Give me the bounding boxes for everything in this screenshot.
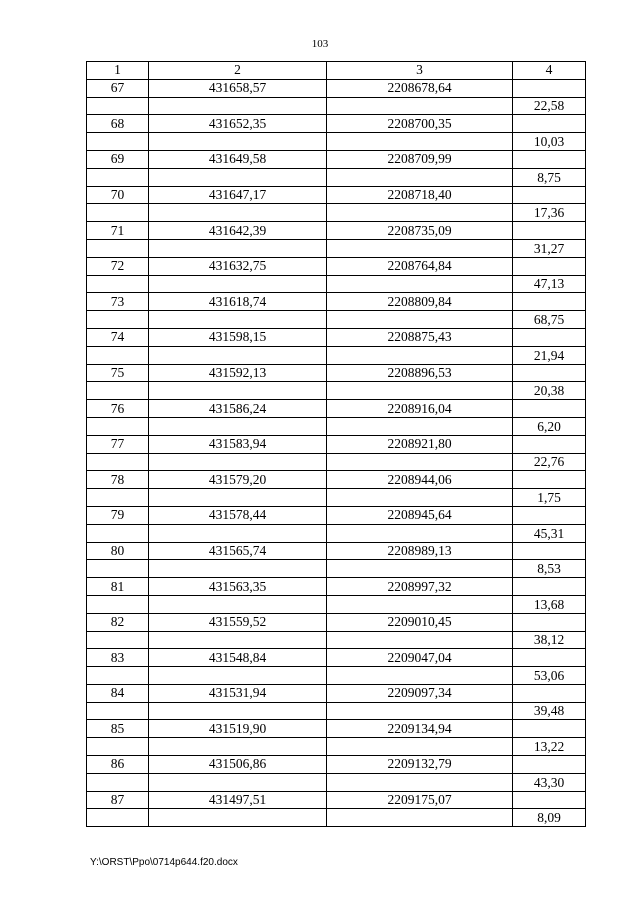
point-number-cell: 75 [87,364,149,382]
table-row [87,346,586,364]
table-row [87,489,586,507]
table-row [87,595,586,613]
table-row [87,311,586,329]
table-row [87,631,586,649]
empty-cell [87,239,149,257]
empty-cell [513,150,586,168]
empty-cell [87,560,149,578]
point-number-cell: 69 [87,150,149,168]
table-row [87,702,586,720]
empty-cell [149,417,327,435]
empty-cell [327,773,513,791]
distance-cell: 31,27 [513,239,586,257]
table-header-row [87,62,586,80]
y-coordinate-cell: 2208921,80 [327,435,513,453]
table-row [87,542,586,560]
empty-cell [149,204,327,222]
table-row [87,809,586,827]
table-row [87,293,586,311]
empty-cell [513,435,586,453]
x-coordinate-cell: 431579,20 [149,471,327,489]
point-number-cell: 77 [87,435,149,453]
distance-cell: 53,06 [513,667,586,685]
empty-cell [87,809,149,827]
empty-cell [513,293,586,311]
y-coordinate-cell: 2209010,45 [327,613,513,631]
empty-cell [513,649,586,667]
coordinates-table [86,61,586,827]
empty-cell [149,738,327,756]
empty-cell [327,595,513,613]
empty-cell [513,684,586,702]
table-row [87,257,586,275]
header-col-1: 1 [87,62,149,80]
empty-cell [149,560,327,578]
x-coordinate-cell: 431632,75 [149,257,327,275]
empty-cell [327,453,513,471]
table-row [87,506,586,524]
empty-cell [327,524,513,542]
empty-cell [513,400,586,418]
point-number-cell: 84 [87,684,149,702]
table-row [87,720,586,738]
point-number-cell: 72 [87,257,149,275]
empty-cell [149,275,327,293]
empty-cell [327,560,513,578]
table-row [87,435,586,453]
point-number-cell: 78 [87,471,149,489]
empty-cell [87,595,149,613]
y-coordinate-cell: 2208875,43 [327,328,513,346]
empty-cell [149,524,327,542]
point-number-cell: 81 [87,578,149,596]
file-path-footer: Y:\ORST\Ppo\0714p644.f20.docx [90,857,238,868]
empty-cell [87,667,149,685]
empty-cell [149,133,327,151]
point-number-cell: 87 [87,791,149,809]
distance-cell: 6,20 [513,417,586,435]
distance-cell: 45,31 [513,524,586,542]
x-coordinate-cell: 431583,94 [149,435,327,453]
empty-cell [513,791,586,809]
x-coordinate-cell: 431531,94 [149,684,327,702]
point-number-cell: 79 [87,506,149,524]
table-row [87,364,586,382]
x-coordinate-cell: 431559,52 [149,613,327,631]
table-row [87,773,586,791]
y-coordinate-cell: 2208945,64 [327,506,513,524]
table-row [87,471,586,489]
empty-cell [327,97,513,115]
y-coordinate-cell: 2209047,04 [327,649,513,667]
y-coordinate-cell: 2209134,94 [327,720,513,738]
table-row [87,186,586,204]
y-coordinate-cell: 2208989,13 [327,542,513,560]
table-row [87,97,586,115]
empty-cell [149,311,327,329]
empty-cell [327,417,513,435]
point-number-cell: 86 [87,756,149,774]
x-coordinate-cell: 431652,35 [149,115,327,133]
table-body [87,79,586,826]
empty-cell [513,328,586,346]
x-coordinate-cell: 431497,51 [149,791,327,809]
x-coordinate-cell: 431548,84 [149,649,327,667]
y-coordinate-cell: 2208764,84 [327,257,513,275]
y-coordinate-cell: 2209132,79 [327,756,513,774]
point-number-cell: 82 [87,613,149,631]
empty-cell [149,489,327,507]
table-row [87,79,586,97]
empty-cell [149,631,327,649]
table-row [87,417,586,435]
empty-cell [149,97,327,115]
distance-cell: 17,36 [513,204,586,222]
y-coordinate-cell: 2208735,09 [327,222,513,240]
x-coordinate-cell: 431658,57 [149,79,327,97]
empty-cell [87,311,149,329]
y-coordinate-cell: 2208809,84 [327,293,513,311]
empty-cell [87,275,149,293]
y-coordinate-cell: 2208997,32 [327,578,513,596]
empty-cell [327,738,513,756]
table-row [87,613,586,631]
empty-cell [513,186,586,204]
empty-cell [513,364,586,382]
empty-cell [149,667,327,685]
empty-cell [149,453,327,471]
distance-cell: 10,03 [513,133,586,151]
table-row [87,560,586,578]
table-row [87,328,586,346]
empty-cell [87,702,149,720]
empty-cell [513,578,586,596]
distance-cell: 22,76 [513,453,586,471]
empty-cell [149,239,327,257]
empty-cell [87,97,149,115]
empty-cell [513,222,586,240]
empty-cell [513,79,586,97]
table-row [87,150,586,168]
empty-cell [149,702,327,720]
empty-cell [513,720,586,738]
table-row [87,168,586,186]
empty-cell [513,506,586,524]
header-col-3: 3 [327,62,513,80]
empty-cell [87,204,149,222]
x-coordinate-cell: 431592,13 [149,364,327,382]
empty-cell [327,311,513,329]
empty-cell [327,382,513,400]
y-coordinate-cell: 2209175,07 [327,791,513,809]
table-row [87,667,586,685]
distance-cell: 13,22 [513,738,586,756]
table-row [87,453,586,471]
point-number-cell: 76 [87,400,149,418]
empty-cell [87,417,149,435]
empty-cell [513,257,586,275]
x-coordinate-cell: 431598,15 [149,328,327,346]
x-coordinate-cell: 431519,90 [149,720,327,738]
table-row [87,239,586,257]
y-coordinate-cell: 2208678,64 [327,79,513,97]
distance-cell: 38,12 [513,631,586,649]
empty-cell [87,631,149,649]
y-coordinate-cell: 2208709,99 [327,150,513,168]
empty-cell [327,133,513,151]
y-coordinate-cell: 2208896,53 [327,364,513,382]
empty-cell [513,471,586,489]
distance-cell: 1,75 [513,489,586,507]
table-row [87,382,586,400]
empty-cell [327,631,513,649]
empty-cell [327,239,513,257]
distance-cell: 22,58 [513,97,586,115]
y-coordinate-cell: 2208700,35 [327,115,513,133]
empty-cell [327,809,513,827]
empty-cell [149,595,327,613]
distance-cell: 43,30 [513,773,586,791]
table-row [87,578,586,596]
distance-cell: 13,68 [513,595,586,613]
empty-cell [87,346,149,364]
empty-cell [87,489,149,507]
table-row [87,204,586,222]
empty-cell [513,756,586,774]
table-row [87,756,586,774]
distance-cell: 47,13 [513,275,586,293]
empty-cell [87,773,149,791]
distance-cell: 20,38 [513,382,586,400]
table-row [87,275,586,293]
table-row [87,649,586,667]
y-coordinate-cell: 2208944,06 [327,471,513,489]
distance-cell: 8,75 [513,168,586,186]
empty-cell [513,613,586,631]
empty-cell [327,275,513,293]
x-coordinate-cell: 431506,86 [149,756,327,774]
empty-cell [149,346,327,364]
empty-cell [513,115,586,133]
empty-cell [327,346,513,364]
header-col-2: 2 [149,62,327,80]
empty-cell [327,702,513,720]
y-coordinate-cell: 2208718,40 [327,186,513,204]
point-number-cell: 70 [87,186,149,204]
empty-cell [87,168,149,186]
empty-cell [87,133,149,151]
point-number-cell: 67 [87,79,149,97]
empty-cell [327,667,513,685]
empty-cell [327,489,513,507]
empty-cell [149,773,327,791]
table-row [87,133,586,151]
x-coordinate-cell: 431618,74 [149,293,327,311]
point-number-cell: 68 [87,115,149,133]
distance-cell: 8,53 [513,560,586,578]
empty-cell [149,168,327,186]
table-row [87,400,586,418]
empty-cell [149,382,327,400]
header-col-4: 4 [513,62,586,80]
table-row [87,524,586,542]
x-coordinate-cell: 431642,39 [149,222,327,240]
table-row [87,684,586,702]
point-number-cell: 80 [87,542,149,560]
table-row [87,115,586,133]
empty-cell [327,204,513,222]
table-row [87,738,586,756]
x-coordinate-cell: 431565,74 [149,542,327,560]
point-number-cell: 83 [87,649,149,667]
distance-cell: 68,75 [513,311,586,329]
x-coordinate-cell: 431647,17 [149,186,327,204]
x-coordinate-cell: 431586,24 [149,400,327,418]
y-coordinate-cell: 2208916,04 [327,400,513,418]
distance-cell: 21,94 [513,346,586,364]
table-row [87,222,586,240]
page-number: 103 [311,38,329,50]
empty-cell [327,168,513,186]
distance-cell: 8,09 [513,809,586,827]
empty-cell [87,524,149,542]
point-number-cell: 74 [87,328,149,346]
point-number-cell: 71 [87,222,149,240]
y-coordinate-cell: 2209097,34 [327,684,513,702]
empty-cell [149,809,327,827]
point-number-cell: 73 [87,293,149,311]
empty-cell [87,738,149,756]
empty-cell [513,542,586,560]
x-coordinate-cell: 431578,44 [149,506,327,524]
empty-cell [87,382,149,400]
x-coordinate-cell: 431649,58 [149,150,327,168]
point-number-cell: 85 [87,720,149,738]
table-row [87,791,586,809]
x-coordinate-cell: 431563,35 [149,578,327,596]
empty-cell [87,453,149,471]
distance-cell: 39,48 [513,702,586,720]
